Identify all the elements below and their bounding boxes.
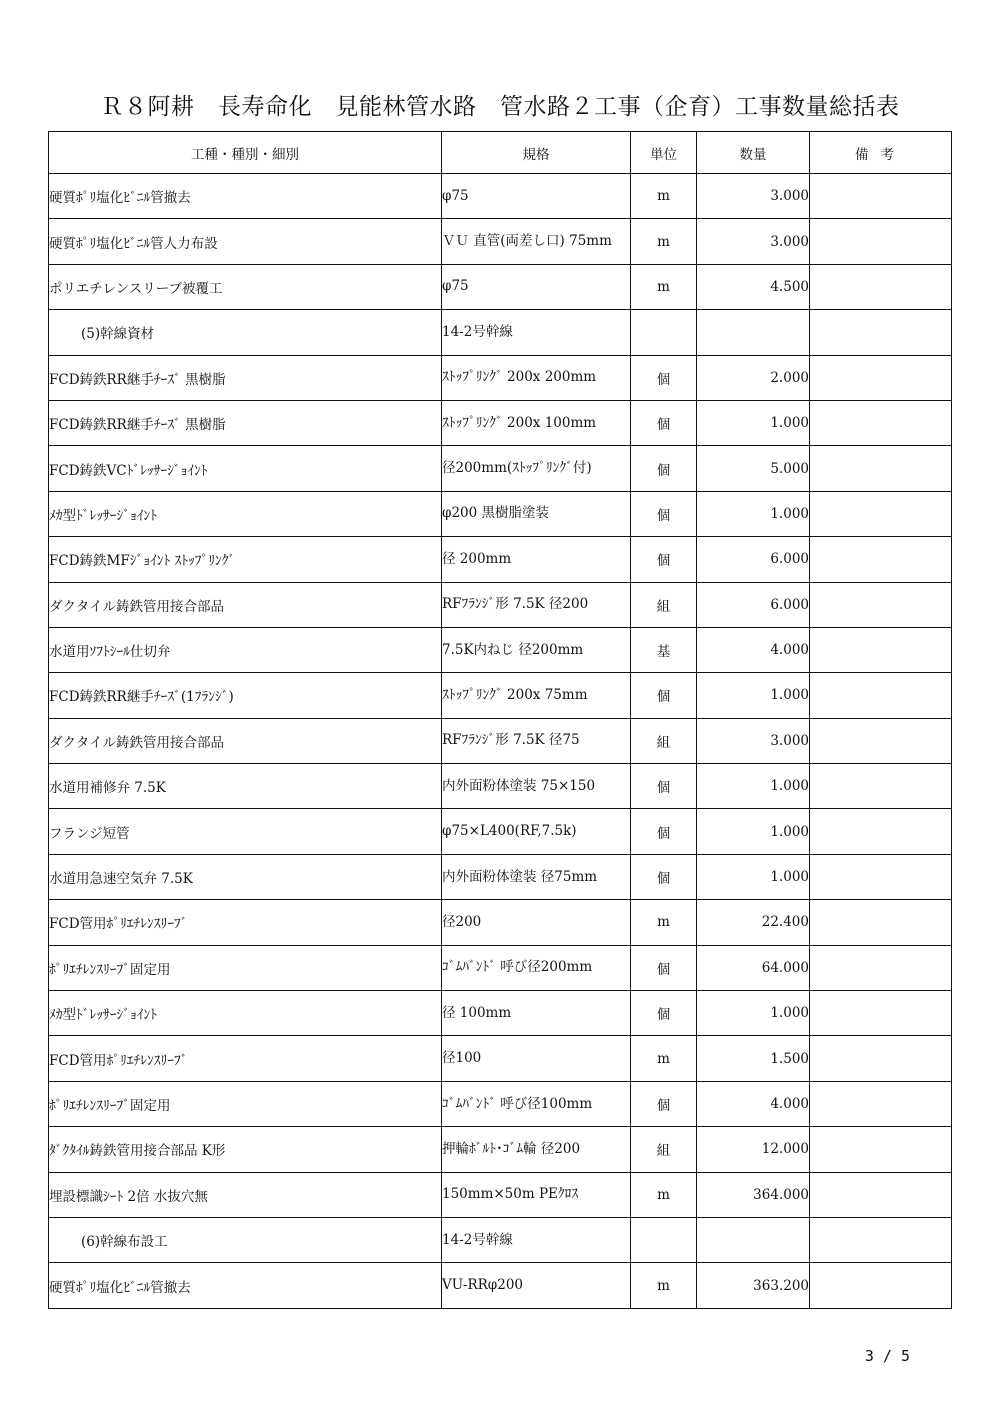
- remarks-cell: [810, 355, 952, 400]
- name-cell: FCD鋳鉄RR継手ﾁｰｽﾞ 黒樹脂: [49, 355, 442, 400]
- quantity-cell: 1.500: [697, 1036, 810, 1081]
- name-cell: ﾀﾞｸﾀｲﾙ鋳鉄管用接合部品 K形: [49, 1127, 442, 1172]
- unit-cell: 個: [631, 991, 697, 1036]
- document-title: Ｒ８阿耕 長寿命化 見能林管水路 管水路２工事（企育）工事数量総括表: [100, 94, 900, 120]
- table-row: [49, 991, 952, 1036]
- quantity-cell: [697, 1217, 810, 1262]
- remarks-cell: [810, 1217, 952, 1262]
- unit-cell: m: [631, 1263, 697, 1308]
- spec-cell: 7.5K内ねじ 径200mm: [442, 627, 631, 672]
- spec-cell: RFﾌﾗﾝｼﾞ形 7.5K 径200: [442, 582, 631, 627]
- name-cell: FCD鋳鉄RR継手ﾁｰｽﾞ 黒樹脂: [49, 400, 442, 445]
- remarks-cell: [810, 537, 952, 582]
- header-name: 工種・種別・細別: [49, 132, 442, 174]
- name-cell: フランジ短管: [49, 809, 442, 854]
- remarks-cell: [810, 219, 952, 264]
- remarks-cell: [810, 491, 952, 536]
- table-row: [49, 764, 952, 809]
- table-row: [49, 627, 952, 672]
- spec-cell: φ75×L400(RF,7.5k): [442, 809, 631, 854]
- name-cell: ﾎﾟﾘｴﾁﾚﾝｽﾘｰﾌﾞ固定用: [49, 945, 442, 990]
- unit-cell: 個: [631, 809, 697, 854]
- header-unit: 単位: [631, 132, 697, 174]
- spec-cell: 径200: [442, 900, 631, 945]
- table-body: [49, 174, 952, 1309]
- spec-cell: ｽﾄｯﾌﾟﾘﾝｸﾞ 200x 75mm: [442, 673, 631, 718]
- spec-cell: ｺﾞﾑﾊﾞﾝﾄﾞ 呼び径100mm: [442, 1081, 631, 1126]
- quantity-cell: 1.000: [697, 491, 810, 536]
- spec-cell: φ75: [442, 264, 631, 309]
- spec-cell: 150mm×50m PEｸﾛｽ: [442, 1172, 631, 1217]
- table-row: [49, 174, 952, 219]
- quantity-cell: 6.000: [697, 582, 810, 627]
- spec-cell: VU-RRφ200: [442, 1263, 631, 1308]
- table-row: [49, 355, 952, 400]
- remarks-cell: [810, 1081, 952, 1126]
- table-row: [49, 945, 952, 990]
- unit-cell: 個: [631, 854, 697, 899]
- name-cell: 硬質ﾎﾟﾘ塩化ﾋﾞﾆﾙ管撤去: [49, 1263, 442, 1308]
- spec-cell: RFﾌﾗﾝｼﾞ形 7.5K 径75: [442, 718, 631, 763]
- header-spec: 規格: [442, 132, 631, 174]
- name-cell: 水道用急速空気弁 7.5K: [49, 854, 442, 899]
- unit-cell: m: [631, 900, 697, 945]
- quantity-cell: 364.000: [697, 1172, 810, 1217]
- quantity-cell: 64.000: [697, 945, 810, 990]
- name-cell: 硬質ﾎﾟﾘ塩化ﾋﾞﾆﾙ管撤去: [49, 174, 442, 219]
- remarks-cell: [810, 718, 952, 763]
- unit-cell: m: [631, 1172, 697, 1217]
- quantity-cell: 4.000: [697, 627, 810, 672]
- table-row: [49, 854, 952, 899]
- section-row: [49, 1217, 952, 1262]
- table-row: [49, 1081, 952, 1126]
- header-remarks: 備考: [810, 132, 952, 174]
- quantity-cell: 1.000: [697, 764, 810, 809]
- quantity-cell: 22.400: [697, 900, 810, 945]
- unit-cell: m: [631, 1036, 697, 1081]
- spec-cell: 径100: [442, 1036, 631, 1081]
- unit-cell: 個: [631, 400, 697, 445]
- table-row: [49, 718, 952, 763]
- name-cell: ダクタイル鋳鉄管用接合部品: [49, 582, 442, 627]
- quantity-cell: 363.200: [697, 1263, 810, 1308]
- unit-cell: 個: [631, 537, 697, 582]
- spec-cell: ｺﾞﾑﾊﾞﾝﾄﾞ 呼び径200mm: [442, 945, 631, 990]
- unit-cell: [631, 310, 697, 355]
- table-row: [49, 809, 952, 854]
- table-row: [49, 446, 952, 491]
- name-cell: ポリエチレンスリーブ被覆工: [49, 264, 442, 309]
- name-cell: FCD管用ﾎﾟﾘｴﾁﾚﾝｽﾘｰﾌﾞ: [49, 1036, 442, 1081]
- spec-cell: 径 100mm: [442, 991, 631, 1036]
- table-row: [49, 219, 952, 264]
- quantity-cell: 1.000: [697, 854, 810, 899]
- quantity-cell: 1.000: [697, 991, 810, 1036]
- unit-cell: 個: [631, 491, 697, 536]
- unit-cell: 個: [631, 355, 697, 400]
- remarks-cell: [810, 945, 952, 990]
- unit-cell: 組: [631, 718, 697, 763]
- name-cell: 硬質ﾎﾟﾘ塩化ﾋﾞﾆﾙ管人力布設: [49, 219, 442, 264]
- quantity-cell: 6.000: [697, 537, 810, 582]
- spec-cell: 内外面粉体塗装 径75mm: [442, 854, 631, 899]
- table-row: [49, 1127, 952, 1172]
- quantity-cell: 5.000: [697, 446, 810, 491]
- spec-cell: φ75: [442, 174, 631, 219]
- quantity-cell: 4.000: [697, 1081, 810, 1126]
- spec-cell: 14-2号幹線: [442, 1217, 631, 1262]
- remarks-cell: [810, 764, 952, 809]
- remarks-cell: [810, 1172, 952, 1217]
- name-cell: FCD鋳鉄MFｼﾞｮｲﾝﾄ ｽﾄｯﾌﾟﾘﾝｸﾞ: [49, 537, 442, 582]
- name-cell: ﾒｶ型ﾄﾞﾚｯｻｰｼﾞｮｲﾝﾄ: [49, 991, 442, 1036]
- quantity-cell: 2.000: [697, 355, 810, 400]
- name-cell: (5)幹線資材: [49, 310, 442, 355]
- quantity-cell: 3.000: [697, 718, 810, 763]
- quantity-cell: 12.000: [697, 1127, 810, 1172]
- spec-cell: 径200mm(ｽﾄｯﾌﾟﾘﾝｸﾞ付): [442, 446, 631, 491]
- table-row: [49, 264, 952, 309]
- name-cell: FCD鋳鉄VCﾄﾞﾚｯｻｰｼﾞｮｲﾝﾄ: [49, 446, 442, 491]
- quantity-cell: 4.500: [697, 264, 810, 309]
- remarks-cell: [810, 991, 952, 1036]
- name-cell: 埋設標識ｼｰﾄ 2倍 水抜穴無: [49, 1172, 442, 1217]
- quantity-cell: 3.000: [697, 174, 810, 219]
- quantity-summary-table: [48, 131, 952, 1309]
- unit-cell: 個: [631, 446, 697, 491]
- spec-cell: ｽﾄｯﾌﾟﾘﾝｸﾞ 200x 100mm: [442, 400, 631, 445]
- name-cell: FCD鋳鉄RR継手ﾁｰｽﾞ(1ﾌﾗﾝｼﾞ): [49, 673, 442, 718]
- table-header-row: [49, 132, 952, 174]
- unit-cell: m: [631, 174, 697, 219]
- table-row: [49, 582, 952, 627]
- remarks-cell: [810, 809, 952, 854]
- name-cell: FCD管用ﾎﾟﾘｴﾁﾚﾝｽﾘｰﾌﾞ: [49, 900, 442, 945]
- unit-cell: m: [631, 264, 697, 309]
- quantity-cell: 1.000: [697, 809, 810, 854]
- unit-cell: 組: [631, 582, 697, 627]
- remarks-cell: [810, 446, 952, 491]
- table-row: [49, 537, 952, 582]
- spec-cell: 14-2号幹線: [442, 310, 631, 355]
- quantity-cell: [697, 310, 810, 355]
- quantity-cell: 3.000: [697, 219, 810, 264]
- spec-cell: φ200 黒樹脂塗装: [442, 491, 631, 536]
- spec-cell: ＶＵ 直管(両差し口) 75mm: [442, 219, 631, 264]
- unit-cell: 基: [631, 627, 697, 672]
- spec-cell: ｽﾄｯﾌﾟﾘﾝｸﾞ 200x 200mm: [442, 355, 631, 400]
- table-row: [49, 400, 952, 445]
- spec-cell: 径 200mm: [442, 537, 631, 582]
- remarks-cell: [810, 673, 952, 718]
- remarks-cell: [810, 900, 952, 945]
- table-row: [49, 1036, 952, 1081]
- spec-cell: 内外面粉体塗装 75×150: [442, 764, 631, 809]
- remarks-cell: [810, 582, 952, 627]
- table-row: [49, 673, 952, 718]
- remarks-cell: [810, 1263, 952, 1308]
- unit-cell: 個: [631, 673, 697, 718]
- unit-cell: m: [631, 219, 697, 264]
- name-cell: ﾎﾟﾘｴﾁﾚﾝｽﾘｰﾌﾞ固定用: [49, 1081, 442, 1126]
- name-cell: ﾒｶ型ﾄﾞﾚｯｻｰｼﾞｮｲﾝﾄ: [49, 491, 442, 536]
- header-qty: 数量: [697, 132, 810, 174]
- quantity-cell: 1.000: [697, 673, 810, 718]
- table-row: [49, 1172, 952, 1217]
- table-row: [49, 491, 952, 536]
- remarks-cell: [810, 627, 952, 672]
- unit-cell: 個: [631, 1081, 697, 1126]
- unit-cell: 組: [631, 1127, 697, 1172]
- remarks-cell: [810, 1036, 952, 1081]
- name-cell: ダクタイル鋳鉄管用接合部品: [49, 718, 442, 763]
- unit-cell: [631, 1217, 697, 1262]
- name-cell: 水道用ｿﾌﾄｼｰﾙ仕切弁: [49, 627, 442, 672]
- remarks-cell: [810, 310, 952, 355]
- name-cell: 水道用補修弁 7.5K: [49, 764, 442, 809]
- name-cell: (6)幹線布設工: [49, 1217, 442, 1262]
- unit-cell: 個: [631, 764, 697, 809]
- unit-cell: 個: [631, 945, 697, 990]
- remarks-cell: [810, 174, 952, 219]
- quantity-cell: 1.000: [697, 400, 810, 445]
- section-row: [49, 310, 952, 355]
- remarks-cell: [810, 854, 952, 899]
- remarks-cell: [810, 1127, 952, 1172]
- remarks-cell: [810, 400, 952, 445]
- remarks-cell: [810, 264, 952, 309]
- page-number: 3 / 5: [864, 1347, 910, 1365]
- spec-cell: 押輪ﾎﾞﾙﾄ･ｺﾞﾑ輪 径200: [442, 1127, 631, 1172]
- table-row: [49, 1263, 952, 1308]
- table-row: [49, 900, 952, 945]
